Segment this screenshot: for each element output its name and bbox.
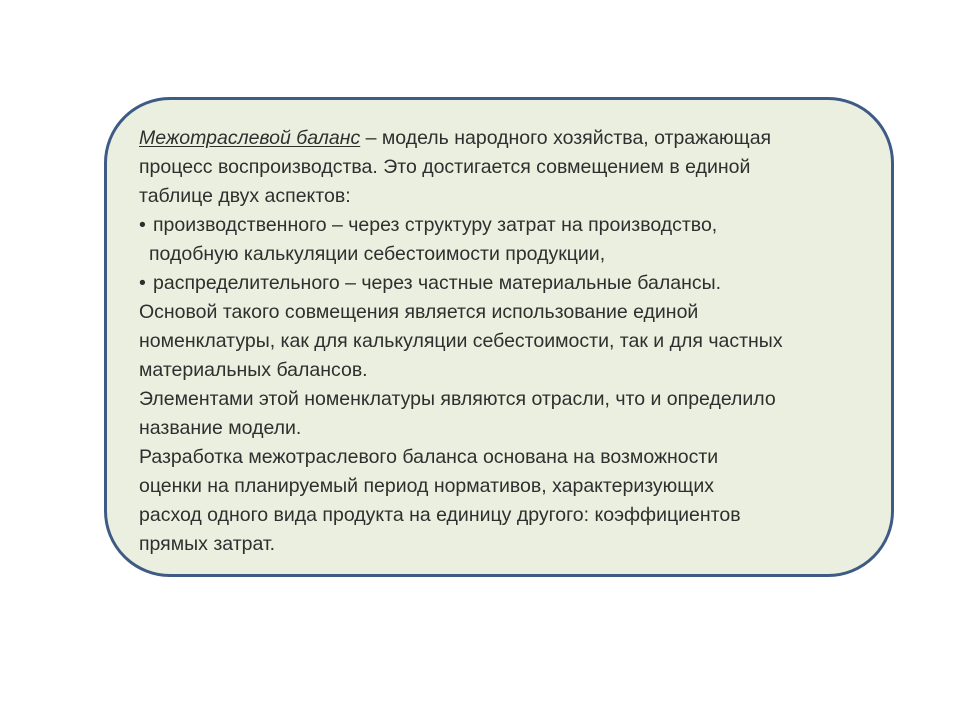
bullet-dot-icon: • [139, 272, 146, 294]
text-line-1 [139, 124, 879, 153]
bullet-item-production-continued: подобную калькуляции себестоимости продукции, [149, 243, 606, 265]
definition-lead: – модель народного хозяйства, отражающая [360, 127, 772, 149]
paragraph-3-line-2: название модели. [139, 417, 302, 439]
paragraph-4-line-3: расход одного вида продукта на единицу другого: коэффициентов [139, 504, 741, 526]
bullet-dot-icon: • [139, 214, 146, 236]
paragraph-2-line-2: номенклатуры, как для калькуляции себестоимости, так и для частных [139, 330, 783, 352]
paragraph-4-line-2: оценки на планируемый период нормативов, характеризующих [139, 475, 714, 497]
paragraph-4-line-1: Разработка межотраслевого баланса основана на возможности [139, 446, 719, 468]
text-line-2: процесс воспроизводства. Это достигается совмещением в единой [139, 156, 751, 178]
paragraph-2-line-3: материальных балансов. [139, 359, 368, 381]
bullet-item-distribution [139, 269, 879, 298]
paragraph-3-line-1: Элементами этой номенклатуры являются отрасли, что и определило [139, 388, 776, 410]
bullet-item-production [139, 211, 879, 240]
bullet-text: производственного – через структуру затрат на производство, [153, 214, 718, 236]
text-line-3: таблице двух аспектов: [139, 185, 351, 207]
definition-text [139, 124, 879, 559]
paragraph-2-line-1: Основой такого совмещения является использование единой [139, 301, 699, 323]
paragraph-4-line-4: прямых затрат. [139, 533, 276, 555]
bullet-text: распределительного – через частные материальные балансы. [153, 272, 722, 294]
defined-term: Межотраслевой баланс [139, 127, 361, 149]
